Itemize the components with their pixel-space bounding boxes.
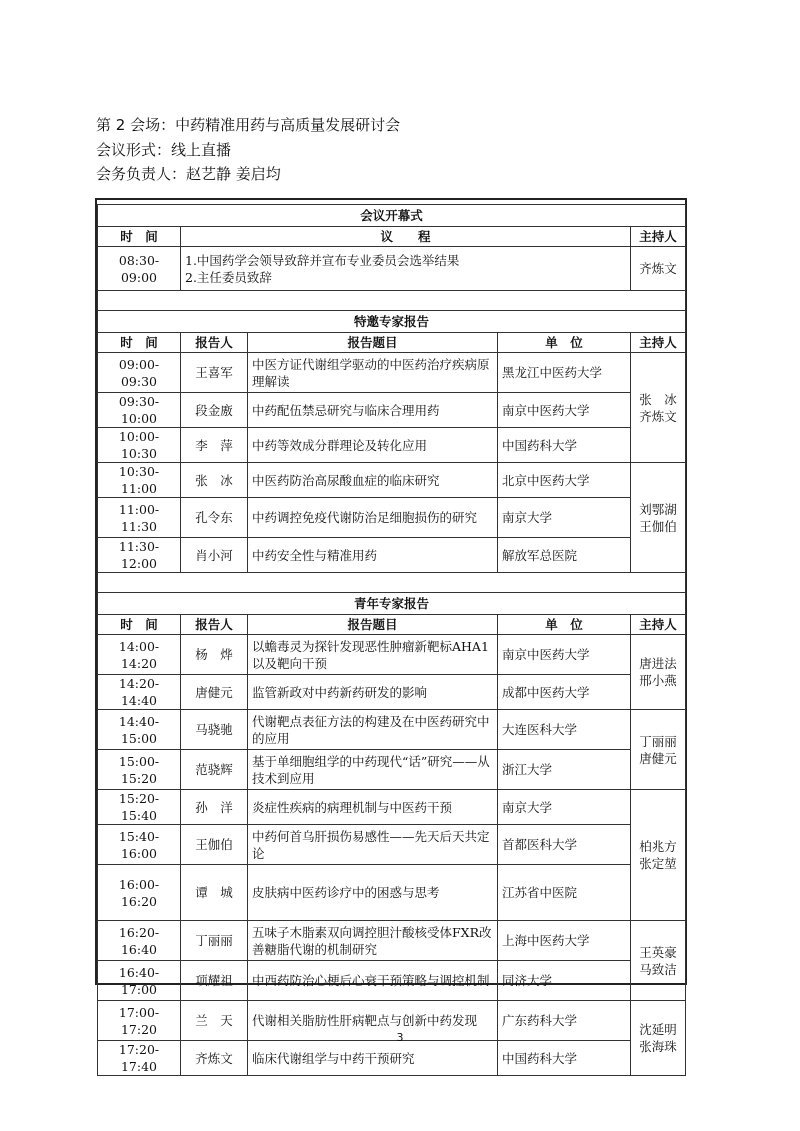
host-name: 唐进法 [639,656,677,671]
report-unit: 浙江大学 [498,750,631,790]
opening-host: 齐炼文 [631,247,686,291]
report-unit: 江苏省中医院 [498,865,631,921]
young-header-host: 主持人 [631,615,686,635]
report-topic: 临床代谢组学与中药干预研究 [248,1041,498,1076]
report-time: 10:00-10:30 [98,428,181,463]
report-topic: 炎症性疾病的病理机制与中医药干预 [248,790,498,825]
table-row [98,538,686,573]
report-topic: 中药安全性与精准用药 [248,538,498,573]
session-host [631,921,686,1001]
opening-agenda-item: 2.主任委员致辞 [185,269,272,285]
young-header-unit: 单 位 [498,615,631,635]
session-host [631,710,686,790]
report-speaker: 王伽伯 [181,825,248,865]
table-row [98,393,686,428]
young-header-speaker: 报告人 [181,615,248,635]
report-time: 16:40-17:00 [98,961,181,1001]
section-spacer [98,573,686,593]
report-time: 16:00-16:20 [98,865,181,921]
table-row [98,865,686,921]
report-speaker: 马骁驰 [181,710,248,750]
report-topic: 中药配伍禁忌研究与临床合理用药 [248,393,498,428]
invited-header-time: 时 间 [98,333,181,353]
host-name: 沈延明 [639,1022,677,1037]
report-unit: 同济大学 [498,961,631,1001]
report-speaker: 段金廒 [181,393,248,428]
report-time: 14:20-14:40 [98,675,181,710]
session-host [631,353,686,463]
table-row [98,353,686,393]
report-speaker: 丁丽丽 [181,921,248,961]
report-topic: 监管新政对中药新药研发的影响 [248,675,498,710]
host-name: 张海珠 [639,1039,677,1054]
report-time: 15:40-16:00 [98,825,181,865]
report-time: 09:30-10:00 [98,393,181,428]
report-speaker: 范骁辉 [181,750,248,790]
report-unit: 南京中医药大学 [498,393,631,428]
invited-header-unit: 单 位 [498,333,631,353]
table-row [98,825,686,865]
report-speaker: 肖小河 [181,538,248,573]
report-unit: 中国药科大学 [498,1041,631,1076]
report-unit: 成都中医药大学 [498,675,631,710]
table-row [98,1041,686,1076]
report-unit: 南京中医药大学 [498,635,631,675]
schedule-table [97,204,686,1076]
opening-header-agenda: 议 程 [181,227,631,247]
opening-time: 08:30-09:00 [98,247,181,291]
table-row [98,463,686,498]
report-speaker: 李 萍 [181,428,248,463]
report-topic: 中药调控免疫代谢防治足细胞损伤的研究 [248,498,498,538]
host-name: 张 冰 [639,391,677,407]
report-speaker: 杨 烨 [181,635,248,675]
report-speaker: 王喜军 [181,353,248,393]
report-time: 10:30-11:00 [98,463,181,498]
report-topic: 中药何首乌肝损伤易感性——先天后天共定论 [248,825,498,865]
report-time: 17:00-17:20 [98,1001,181,1041]
report-time: 15:00-15:20 [98,750,181,790]
session-venue-heading: 第 2 会场：中药精准用药与高质量发展研讨会 [96,116,401,134]
table-row [98,750,686,790]
report-time: 16:20-16:40 [98,921,181,961]
table-row [98,498,686,538]
section-spacer [98,291,686,311]
host-name: 张定堃 [639,856,677,871]
host-name: 齐炼文 [639,408,677,424]
report-speaker: 项耀祖 [181,961,248,1001]
invited-section-title: 特邀专家报告 [98,311,686,333]
report-topic: 代谢相关脂肪性肝病靶点与创新中药发现 [248,1001,498,1041]
host-name: 柏兆方 [639,839,677,854]
session-host [631,463,686,573]
table-row [98,428,686,463]
opening-header-time: 时 间 [98,227,181,247]
report-speaker: 张 冰 [181,463,248,498]
young-section-title: 青年专家报告 [98,593,686,615]
invited-header-speaker: 报告人 [181,333,248,353]
report-topic: 五味子木脂素双向调控胆汁酸核受体FXR改善糖脂代谢的机制研究 [248,921,498,961]
opening-agenda-item: 1.中国药学会领导致辞并宣布专业委员会选举结果 [185,252,460,268]
report-unit: 南京大学 [498,498,631,538]
report-topic: 中药等效成分群理论及转化应用 [248,428,498,463]
report-speaker: 谭 城 [181,865,248,921]
report-speaker: 孔令东 [181,498,248,538]
host-name: 邢小燕 [639,673,677,688]
report-time: 14:40-15:00 [98,710,181,750]
report-time: 15:20-15:40 [98,790,181,825]
report-topic: 中医药防治高尿酸血症的临床研究 [248,463,498,498]
report-topic: 以蟾毒灵为探针发现恶性肿瘤新靶标AHA1以及靶向干预 [248,635,498,675]
report-unit: 黑龙江中医药大学 [498,353,631,393]
report-unit: 广东药科大学 [498,1001,631,1041]
report-unit: 首都医科大学 [498,825,631,865]
table-row [98,790,686,825]
report-topic: 代谢靶点表征方法的构建及在中医药研究中的应用 [248,710,498,750]
report-time: 09:00-09:30 [98,353,181,393]
host-name: 王伽伯 [639,518,677,534]
report-topic: 中医方证代谢组学驱动的中医药治疗疾病原理解读 [248,353,498,393]
host-name: 刘鄂湖 [639,501,677,517]
report-speaker: 孙 洋 [181,790,248,825]
report-speaker: 齐炼文 [181,1041,248,1076]
report-time: 11:30-12:00 [98,538,181,573]
report-unit: 南京大学 [498,790,631,825]
host-name: 马致洁 [639,961,677,977]
host-name: 王英豪 [639,944,677,960]
invited-header-host: 主持人 [631,333,686,353]
report-topic: 基于单细胞组学的中药现代“话”研究——从技术到应用 [248,750,498,790]
table-row [98,675,686,710]
report-unit: 大连医科大学 [498,710,631,750]
report-time: 17:20-17:40 [98,1041,181,1076]
young-header-topic: 报告题目 [248,615,498,635]
report-speaker: 唐健元 [181,675,248,710]
report-topic: 皮肤病中医药诊疗中的困惑与思考 [248,865,498,921]
report-time: 11:00-11:30 [98,498,181,538]
report-unit: 解放军总医院 [498,538,631,573]
page-number: 3 [396,1031,404,1044]
young-header-time: 时 间 [98,615,181,635]
opening-section-title: 会议开幕式 [98,205,686,227]
opening-agenda [181,247,631,291]
session-host [631,790,686,921]
report-unit: 上海中医药大学 [498,921,631,961]
report-unit: 中国药科大学 [498,428,631,463]
report-time: 14:00-14:20 [98,635,181,675]
table-row [98,961,686,1001]
session-staff-heading: 会务负责人：赵艺静 姜启均 [96,165,281,183]
report-unit: 北京中医药大学 [498,463,631,498]
table-row [98,635,686,675]
table-row [98,710,686,750]
host-name: 丁丽丽 [639,733,677,749]
table-row [98,921,686,961]
session-host [631,635,686,710]
report-speaker: 兰 天 [181,1001,248,1041]
session-format-heading: 会议形式：线上直播 [96,141,232,159]
host-name: 唐健元 [639,750,677,766]
invited-header-topic: 报告题目 [248,333,498,353]
report-topic: 中西药防治心梗后心衰干预策略与调控机制 [248,961,498,1001]
opening-header-host: 主持人 [631,227,686,247]
